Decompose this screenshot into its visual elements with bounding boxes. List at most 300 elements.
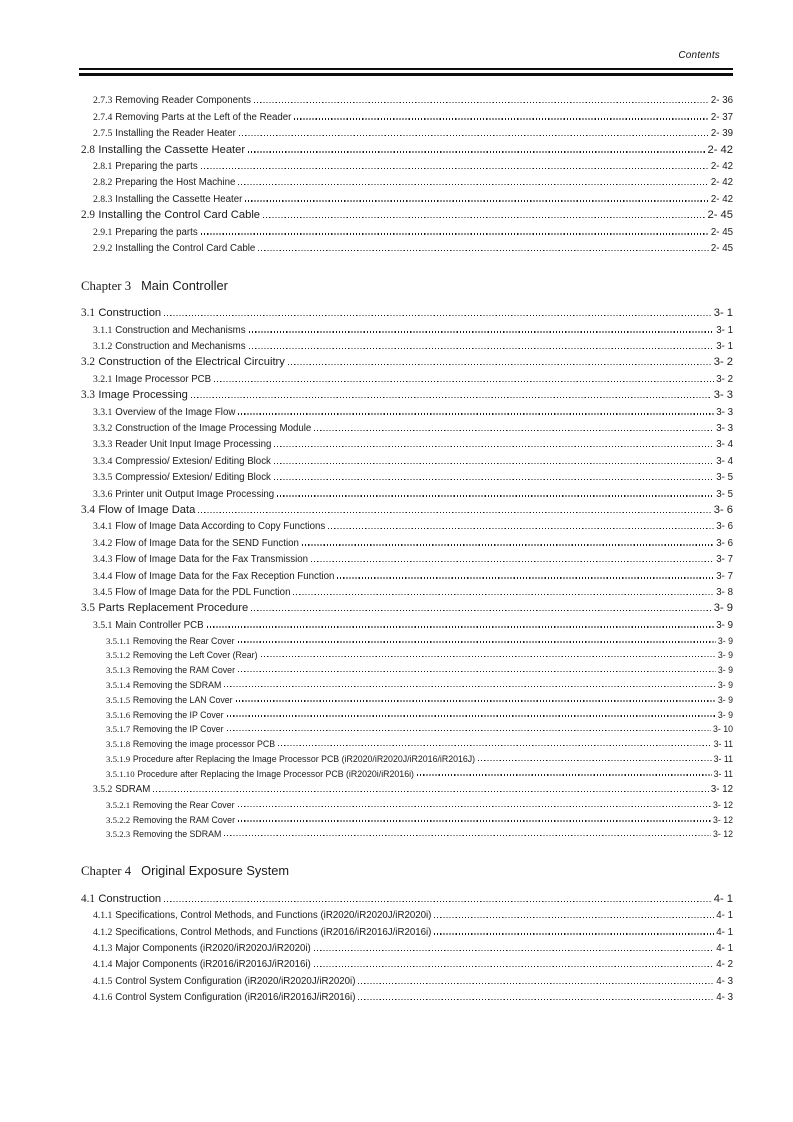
toc-leader-dots (224, 686, 716, 687)
toc-page-number: 3- 9 (716, 619, 733, 631)
chapter-heading (81, 278, 733, 295)
toc-page-number: 3- 6 (716, 521, 733, 533)
toc-entry-number: 3.1.2 (93, 341, 113, 353)
toc-entry-label (81, 893, 161, 905)
toc-entry-title: Installing the Cassette Heater (115, 193, 243, 205)
toc-page-number: 3- 3 (716, 423, 733, 435)
toc-entry[interactable] (81, 90, 733, 106)
toc-entry[interactable] (81, 749, 733, 764)
toc-entry-title: Flow of Image Data for the PDL Function (115, 586, 291, 598)
toc-leader-dots (314, 430, 714, 431)
toc-leader-dots (191, 397, 712, 398)
toc-entry-label (93, 112, 291, 123)
toc-page-number: 3- 7 (716, 554, 733, 566)
toc-entry[interactable] (81, 779, 733, 795)
toc-entry-number: 4.1.1 (93, 910, 113, 922)
toc-entry-label (106, 636, 235, 646)
toc-page-number: 2- 42 (707, 143, 733, 156)
toc-entry-number: 3.5.1.9 (106, 753, 131, 764)
toc-entry-label (93, 554, 308, 565)
toc-leader-dots (198, 512, 711, 513)
toc-entry-title: Specifications, Control Methods, and Functions (iR2020/iR2020J/iR2020i) (115, 910, 432, 922)
toc-leader-dots (224, 835, 711, 836)
toc-entry[interactable] (81, 385, 733, 401)
toc-entry[interactable] (81, 987, 733, 1003)
toc-entry[interactable] (81, 516, 733, 532)
toc-entry[interactable] (81, 467, 733, 483)
toc-page-number: 3- 9 (717, 650, 733, 661)
toc-entry-number: 4.1.5 (93, 975, 113, 987)
toc-leader-dots (153, 791, 709, 792)
page-header-title: Contents (678, 50, 720, 61)
toc-leader-dots (263, 217, 705, 218)
toc-entry-number: 3.5.2.2 (106, 814, 131, 825)
toc-entry-label (93, 325, 246, 336)
toc-entry-label (93, 538, 299, 549)
toc-leader-dots (258, 250, 709, 251)
toc-entry-title: Removing the SDRAM (132, 679, 222, 690)
table-of-contents (81, 90, 733, 1003)
toc-entry[interactable] (81, 825, 733, 840)
toc-page-number: 4- 3 (716, 975, 733, 987)
toc-entry-label (81, 209, 260, 221)
toc-entry-number: 3.1 (81, 307, 95, 320)
toc-entry[interactable] (81, 598, 733, 614)
toc-entry[interactable] (81, 631, 733, 646)
toc-entry[interactable] (81, 205, 733, 221)
chapter-heading (81, 863, 733, 880)
toc-page-number: 3- 11 (713, 768, 733, 779)
toc-entry-label (106, 754, 475, 764)
toc-page-number: 2- 45 (707, 209, 733, 222)
toc-entry-number: 3.5 (81, 602, 95, 615)
toc-entry-title: Compressio/ Extesion/ Editing Block (115, 472, 271, 484)
toc-leader-dots (227, 730, 711, 731)
toc-page-number: 3- 10 (712, 724, 733, 735)
toc-entry[interactable] (81, 188, 733, 204)
toc-entry-title: Construction of the Image Processing Module (115, 423, 312, 435)
toc-entry-title: Removing the Rear Cover (132, 799, 235, 810)
toc-entry-label (106, 695, 233, 705)
toc-entry-title: Removing the IP Cover (132, 709, 224, 720)
toc-entry-label (93, 521, 325, 532)
toc-page-number: 3- 9 (713, 602, 733, 615)
toc-page-number: 3- 9 (717, 694, 733, 705)
toc-entry-title: Construction of the Electrical Circuitry (98, 356, 285, 369)
toc-entry-number: 4.1.4 (93, 959, 113, 971)
toc-leader-dots (314, 950, 715, 951)
toc-entry[interactable] (81, 532, 733, 548)
toc-leader-dots (236, 700, 716, 701)
toc-leader-dots (248, 151, 705, 152)
toc-entry-number: 3.3.1 (93, 406, 113, 418)
toc-entry[interactable] (81, 905, 733, 921)
toc-page-number: 3- 11 (713, 753, 733, 764)
chapter-title: Main Controller (141, 277, 228, 293)
toc-entry-number: 3.5.1.1 (106, 635, 131, 646)
toc-entry-label (93, 456, 271, 467)
toc-entry-number: 2.8.1 (93, 160, 113, 172)
toc-entry-label (93, 95, 251, 106)
toc-entry-number: 3.3 (81, 389, 95, 402)
toc-entry-label (93, 489, 274, 500)
toc-entry-title: Specifications, Control Methods, and Functions (iR2016/iR2016J/iR2016i) (115, 926, 432, 938)
toc-leader-dots (274, 479, 714, 480)
chapter-title: Original Exposure System (141, 863, 290, 879)
toc-entry[interactable] (81, 450, 733, 466)
toc-entry-number: 2.8.2 (93, 177, 113, 189)
toc-entry-number: 4.1.6 (93, 992, 113, 1004)
toc-leader-dots (238, 806, 711, 807)
toc-entry[interactable] (81, 954, 733, 970)
toc-entry-number: 3.1.1 (93, 324, 113, 336)
toc-page-number: 4- 1 (713, 892, 733, 905)
toc-leader-dots (238, 184, 709, 185)
toc-entry-number: 3.5.1.2 (106, 650, 131, 661)
toc-entry-label (93, 910, 431, 921)
toc-entry-label (93, 959, 311, 970)
toc-entry-title: Procedure after Replacing the Image Processor PCB (iR2020/iR2020J/iR2016/iR2016J) (132, 753, 476, 764)
toc-leader-dots (238, 820, 711, 821)
toc-leader-dots (278, 745, 711, 746)
toc-page-number: 2- 37 (710, 111, 733, 123)
toc-entry-number: 3.4.1 (93, 521, 113, 533)
toc-entry-label (93, 784, 150, 795)
toc-entry-label (93, 177, 235, 188)
toc-page-number: 4- 1 (716, 943, 733, 955)
toc-leader-dots (201, 168, 709, 169)
toc-leader-dots (478, 760, 711, 761)
toc-entry-title: Major Components (iR2020/iR2020J/iR2020i) (115, 943, 311, 955)
toc-entry-label (93, 161, 198, 172)
toc-entry-title: Flow of Image Data for the Fax Transmission (115, 554, 309, 566)
toc-entry-label (93, 992, 355, 1003)
toc-entry[interactable] (81, 483, 733, 499)
toc-page-number: 3- 12 (712, 829, 733, 840)
toc-entry-title: Removing the Left Cover (Rear) (132, 650, 258, 661)
toc-page-number: 3- 9 (717, 635, 733, 646)
toc-entry-label (106, 739, 275, 749)
toc-entry[interactable] (81, 690, 733, 705)
toc-entry[interactable] (81, 401, 733, 417)
toc-page-number: 3- 12 (712, 799, 733, 810)
toc-entry-label (81, 307, 161, 319)
toc-leader-dots (417, 774, 712, 775)
toc-entry-title: SDRAM (115, 784, 151, 796)
toc-entry-number: 3.5.2.3 (106, 829, 131, 840)
toc-entry-number: 3.2.1 (93, 373, 113, 385)
toc-leader-dots (238, 671, 716, 672)
toc-entry-title: Preparing the parts (115, 226, 198, 238)
toc-page-number: 3- 2 (713, 356, 733, 369)
toc-leader-dots (294, 118, 709, 119)
toc-entry-title: Removing the SDRAM (132, 829, 222, 840)
toc-entry-number: 3.2 (81, 356, 95, 369)
toc-page-number: 3- 12 (712, 814, 733, 825)
toc-entry-label (106, 800, 235, 810)
toc-entry-title: Preparing the parts (115, 160, 198, 172)
toc-entry[interactable] (81, 888, 733, 904)
toc-leader-dots (328, 528, 714, 529)
toc-page-number: 3- 2 (716, 373, 733, 385)
toc-entry-title: Reader Unit Input Image Processing (115, 439, 272, 451)
toc-entry-label (106, 724, 224, 734)
toc-page-number: 4- 3 (716, 992, 733, 1004)
toc-page-number: 3- 11 (713, 739, 733, 750)
toc-leader-dots (164, 315, 712, 316)
toc-entry[interactable] (81, 720, 733, 735)
toc-leader-dots (337, 577, 714, 578)
toc-entry-label (81, 356, 285, 368)
toc-entry-number: 4.1 (81, 892, 95, 905)
toc-leader-dots (288, 364, 712, 365)
toc-entry-title: Installing the Reader Heater (115, 128, 236, 140)
toc-entry[interactable] (81, 734, 733, 749)
toc-entry[interactable] (81, 810, 733, 825)
toc-page-number: 2- 42 (710, 160, 733, 172)
toc-page-number: 3- 1 (713, 307, 733, 320)
toc-leader-dots (249, 348, 715, 349)
toc-page-number: 2- 36 (710, 95, 733, 107)
toc-leader-dots (277, 495, 714, 496)
toc-entry-label (106, 680, 221, 690)
toc-leader-dots (239, 135, 709, 136)
toc-page-number: 3- 1 (716, 324, 733, 336)
toc-entry-number: 4.1.2 (93, 926, 113, 938)
toc-leader-dots (261, 656, 716, 657)
toc-page-number: 2- 42 (710, 177, 733, 189)
toc-entry-number: 2.7.3 (93, 95, 113, 107)
toc-entry[interactable] (81, 238, 733, 254)
toc-entry-number: 3.5.2 (93, 784, 113, 796)
toc-entry-number: 3.4.4 (93, 570, 113, 582)
toc-entry-title: Printer unit Output Image Processing (115, 488, 275, 500)
toc-leader-dots (274, 446, 714, 447)
toc-entry-title: Removing Parts at the Left of the Reader (115, 111, 292, 123)
toc-entry-label (93, 341, 246, 352)
toc-entry-number: 3.4.5 (93, 586, 113, 598)
toc-page-number: 4- 2 (716, 959, 733, 971)
toc-entry-title: Control System Configuration (iR2020/iR2020J/iR2020i) (115, 975, 356, 987)
toc-entry[interactable] (81, 795, 733, 810)
toc-entry[interactable] (81, 139, 733, 155)
toc-entry-number: 3.5.1.7 (106, 724, 131, 735)
toc-page-number: 3- 5 (716, 472, 733, 484)
toc-entry-label (81, 504, 195, 516)
toc-entry[interactable] (81, 660, 733, 675)
toc-entry[interactable] (81, 705, 733, 720)
toc-entry-number: 3.4.2 (93, 537, 113, 549)
toc-page-number: 3- 6 (716, 537, 733, 549)
toc-entry-number: 3.4 (81, 503, 95, 516)
toc-entry-title: Image Processor PCB (115, 373, 212, 385)
toc-entry-title: Construction (98, 892, 162, 905)
toc-entry-label (93, 620, 204, 631)
toc-leader-dots (249, 331, 715, 332)
toc-entry-number: 3.3.3 (93, 439, 113, 451)
toc-page-number: 3- 3 (713, 389, 733, 402)
toc-leader-dots (274, 463, 714, 464)
header-rule (79, 68, 733, 76)
toc-entry-label (106, 829, 221, 839)
toc-leader-dots (214, 381, 714, 382)
toc-leader-dots (311, 561, 714, 562)
toc-page-number: 3- 8 (716, 586, 733, 598)
toc-leader-dots (245, 200, 709, 201)
toc-entry-number: 2.7.4 (93, 111, 113, 123)
toc-leader-dots (238, 641, 716, 642)
toc-entry-label (93, 943, 311, 954)
toc-entry[interactable] (81, 418, 733, 434)
toc-entry-title: Flow of Image Data for the SEND Function (115, 537, 299, 549)
toc-entry-title: Removing the RAM Cover (132, 665, 236, 676)
toc-page-number: 3- 3 (716, 406, 733, 418)
toc-page-number: 2- 45 (710, 242, 733, 254)
toc-entry-number: 2.7.5 (93, 128, 113, 140)
toc-entry[interactable] (81, 614, 733, 630)
toc-leader-dots (302, 544, 714, 545)
toc-entry-label (93, 194, 242, 205)
toc-entry[interactable] (81, 123, 733, 139)
toc-entry[interactable] (81, 582, 733, 598)
toc-entry[interactable] (81, 352, 733, 368)
toc-page-number: 3- 4 (716, 439, 733, 451)
toc-entry-title: Main Controller PCB (115, 619, 204, 631)
toc-entry[interactable] (81, 764, 733, 779)
toc-entry-title: Control System Configuration (iR2016/iR2016J/iR2016i) (115, 992, 356, 1004)
toc-entry-number: 4.1.3 (93, 943, 113, 955)
toc-entry-label (93, 227, 198, 238)
toc-leader-dots (164, 901, 712, 902)
toc-page-number: 2- 39 (710, 128, 733, 140)
toc-leader-dots (254, 102, 709, 103)
toc-entry-number: 3.5.1.5 (106, 694, 131, 705)
toc-entry-title: Flow of Image Data According to Copy Functions (115, 521, 326, 533)
toc-entry-label (106, 815, 235, 825)
toc-entry-title: Flow of Image Data for the Fax Reception Function (115, 570, 335, 582)
toc-entry-number: 3.5.1.10 (106, 768, 135, 779)
toc-leader-dots (238, 413, 714, 414)
toc-leader-dots (207, 626, 715, 627)
toc-page-number: 3- 7 (716, 570, 733, 582)
toc-entry[interactable] (81, 156, 733, 172)
toc-leader-dots (314, 966, 715, 967)
toc-entry-label (93, 976, 355, 987)
toc-entry-label (93, 571, 334, 582)
toc-entry[interactable] (81, 675, 733, 690)
toc-entry-title: Major Components (iR2016/iR2016J/iR2016i) (115, 959, 311, 971)
toc-leader-dots (227, 715, 716, 716)
toc-entry-title: Compressio/ Extesion/ Editing Block (115, 455, 271, 467)
toc-entry-label (93, 374, 211, 385)
toc-entry-label (81, 602, 248, 614)
toc-entry-label (93, 243, 255, 254)
toc-entry-number: 2.8.3 (93, 193, 113, 205)
toc-entry-title: Removing the RAM Cover (132, 814, 236, 825)
toc-entry-title: Parts Replacement Procedure (98, 602, 249, 615)
toc-entry[interactable] (81, 500, 733, 516)
toc-entry-number: 2.9.1 (93, 226, 113, 238)
toc-entry-label (106, 665, 235, 675)
toc-entry-number: 3.5.1.8 (106, 739, 131, 750)
toc-entry-number: 2.9.2 (93, 242, 113, 254)
toc-leader-dots (434, 933, 714, 934)
toc-page-number: 3- 9 (717, 679, 733, 690)
toc-entry[interactable] (81, 221, 733, 237)
toc-entry-title: Removing the image processor PCB (132, 739, 276, 750)
toc-entry-title: Installing the Control Card Cable (98, 209, 261, 222)
toc-entry[interactable] (81, 970, 733, 986)
toc-leader-dots (293, 594, 714, 595)
toc-entry[interactable] (81, 368, 733, 384)
toc-entry-title: Construction and Mechanisms (115, 324, 246, 336)
toc-entry-number: 3.5.1.3 (106, 665, 131, 676)
toc-entry[interactable] (81, 303, 733, 319)
toc-page-number: 4- 1 (716, 926, 733, 938)
toc-leader-dots (201, 233, 709, 234)
chapter-prefix: Chapter 4 (81, 864, 132, 879)
toc-entry[interactable] (81, 938, 733, 954)
toc-entry-label (106, 710, 224, 720)
toc-entry-title: Construction and Mechanisms (115, 341, 246, 353)
toc-entry-label (106, 769, 414, 779)
toc-entry[interactable] (81, 921, 733, 937)
toc-entry-number: 3.3.5 (93, 472, 113, 484)
toc-entry-title: Installing the Cassette Heater (98, 143, 246, 156)
toc-entry-label (93, 472, 271, 483)
toc-entry-title: Image Processing (98, 389, 188, 402)
toc-entry-label (93, 407, 235, 418)
toc-entry-number: 3.5.1.6 (106, 709, 131, 720)
toc-entry-label (81, 389, 188, 401)
toc-entry[interactable] (81, 172, 733, 188)
toc-entry-number: 3.3.4 (93, 455, 113, 467)
toc-entry[interactable] (81, 549, 733, 565)
toc-page-number: 3- 6 (713, 503, 733, 516)
toc-entry-number: 3.5.1 (93, 619, 113, 631)
toc-entry[interactable] (81, 434, 733, 450)
toc-entry[interactable] (81, 565, 733, 581)
toc-leader-dots (358, 999, 714, 1000)
toc-entry-number: 3.5.1.4 (106, 679, 131, 690)
toc-entry-label (93, 927, 431, 938)
toc-leader-dots (434, 917, 714, 918)
toc-page-number: 2- 45 (710, 226, 733, 238)
toc-entry-title: Procedure after Replacing the Image Processor PCB (iR2020i/iR2016i) (137, 768, 414, 779)
toc-entry-title: Removing the Rear Cover (132, 635, 235, 646)
toc-entry[interactable] (81, 319, 733, 335)
toc-page-number: 3- 12 (710, 784, 733, 796)
toc-page-number: 3- 5 (716, 488, 733, 500)
toc-leader-dots (251, 610, 712, 611)
toc-entry-title: Installing the Control Card Cable (115, 242, 256, 254)
toc-entry-title: Overview of the Image Flow (115, 406, 236, 418)
toc-page-number: 3- 1 (716, 341, 733, 353)
toc-page-number: 3- 4 (716, 455, 733, 467)
toc-page-number: 3- 9 (717, 709, 733, 720)
toc-entry-label (81, 144, 245, 156)
toc-entry-label (93, 587, 290, 598)
toc-entry-number: 3.4.3 (93, 554, 113, 566)
toc-entry[interactable] (81, 336, 733, 352)
toc-entry-number: 2.9 (81, 209, 95, 222)
toc-entry-label (106, 650, 258, 660)
toc-entry[interactable] (81, 106, 733, 122)
toc-entry[interactable] (81, 646, 733, 661)
toc-entry-title: Removing Reader Components (115, 95, 251, 107)
chapter-prefix: Chapter 3 (81, 278, 132, 293)
toc-page-number: 2- 42 (710, 193, 733, 205)
